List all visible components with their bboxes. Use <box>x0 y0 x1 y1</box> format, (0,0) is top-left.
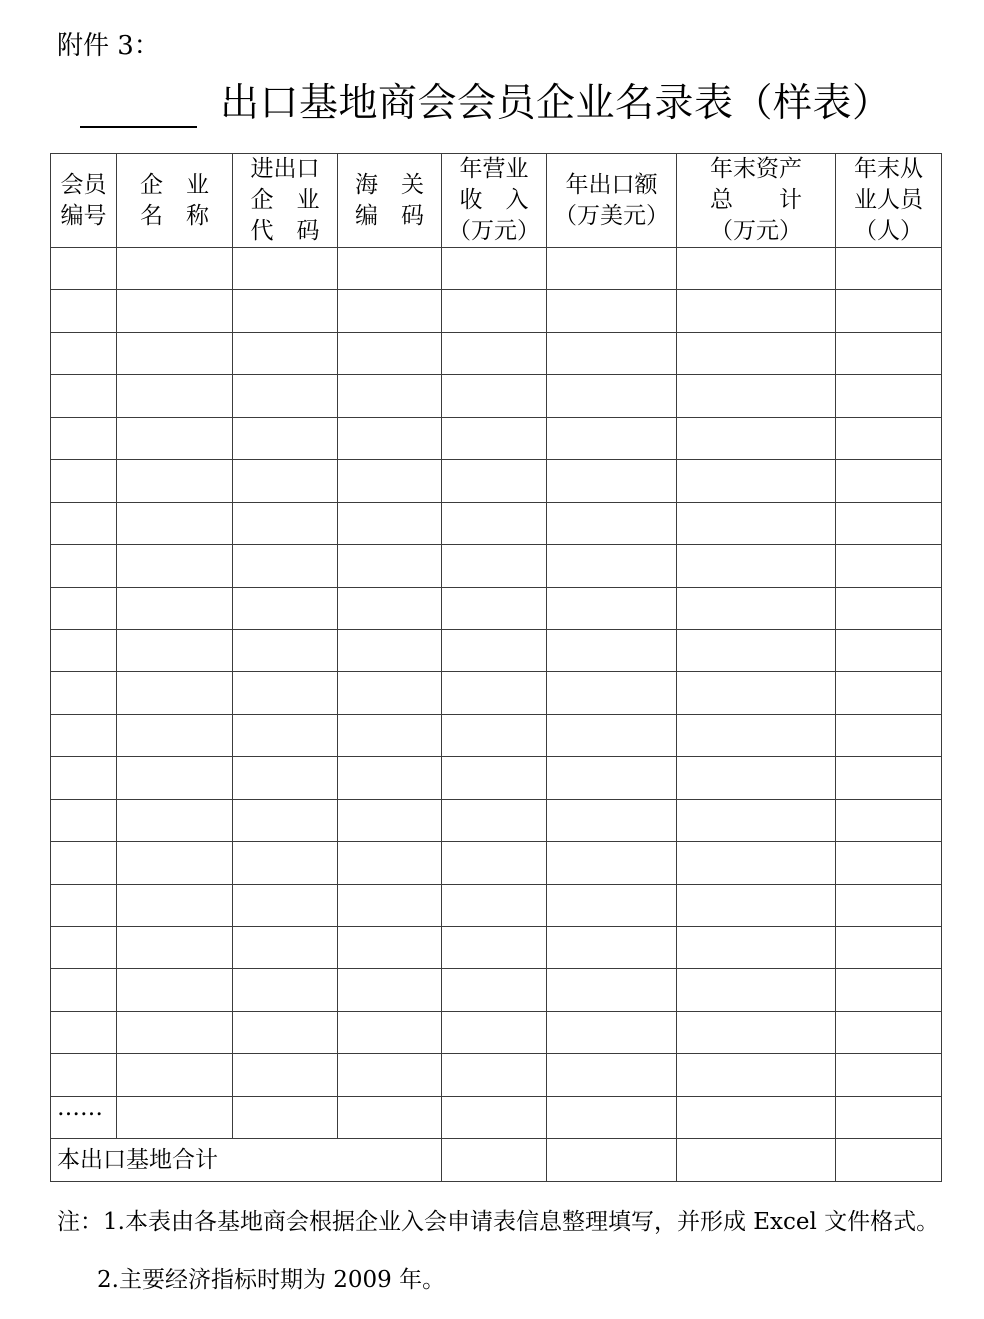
cell-annual-export <box>547 545 677 587</box>
cell-customs-code <box>338 842 442 884</box>
cell-trade-code <box>233 290 338 332</box>
table-row <box>51 672 942 714</box>
cell-trade-code <box>233 842 338 884</box>
cell-total-assets <box>677 672 836 714</box>
table-row <box>51 375 942 417</box>
cell-annual-export <box>547 587 677 629</box>
cell-annual-revenue <box>442 757 547 799</box>
cell-customs-code <box>338 375 442 417</box>
header-line: （人） <box>854 218 923 244</box>
cell-total-assets <box>677 714 836 756</box>
cell-trade-code <box>233 545 338 587</box>
total-annual-revenue <box>442 1139 547 1181</box>
table-row <box>51 290 942 332</box>
cell-annual-revenue <box>442 460 547 502</box>
cell-annual-revenue <box>442 927 547 969</box>
cell-member-no <box>51 460 117 502</box>
header-line: 名 称 <box>140 202 209 229</box>
cell-trade-code <box>233 714 338 756</box>
continuation-mark: …… <box>51 1096 117 1138</box>
header-company-name <box>117 154 233 248</box>
table-body <box>51 248 942 1182</box>
cell-total-assets <box>677 969 836 1011</box>
cell-customs-code <box>338 629 442 671</box>
cell-annual-revenue <box>442 587 547 629</box>
cell-annual-revenue <box>442 290 547 332</box>
cell-employees <box>836 290 942 332</box>
cell-member-no <box>51 884 117 926</box>
cell-annual-export <box>547 757 677 799</box>
cell-company-name <box>117 375 233 417</box>
header-line: 企 业 <box>140 171 209 198</box>
cell-company-name <box>117 332 233 374</box>
cell-annual-revenue <box>442 417 547 459</box>
cell-total-assets <box>677 842 836 884</box>
cell-company-name <box>117 1054 233 1096</box>
cell-employees <box>836 927 942 969</box>
cell-employees <box>836 842 942 884</box>
continuation-row <box>51 1096 942 1138</box>
cell-trade-code <box>233 1054 338 1096</box>
cell-annual-export <box>547 672 677 714</box>
cell-annual-export <box>547 417 677 459</box>
cell-customs-code <box>338 757 442 799</box>
cell-annual-export <box>547 248 677 290</box>
cell-trade-code <box>233 1096 338 1138</box>
cell-trade-code <box>233 460 338 502</box>
cell-customs-code <box>338 502 442 544</box>
cell-annual-export <box>547 1054 677 1096</box>
cell-total-assets <box>677 884 836 926</box>
cell-member-no <box>51 927 117 969</box>
cell-company-name <box>117 714 233 756</box>
table-header <box>51 154 942 248</box>
cell-customs-code <box>338 248 442 290</box>
cell-employees <box>836 375 942 417</box>
cell-member-no <box>51 842 117 884</box>
cell-member-no <box>51 672 117 714</box>
cell-company-name <box>117 545 233 587</box>
header-line: 年出口额 <box>565 171 658 198</box>
cell-customs-code <box>338 417 442 459</box>
cell-customs-code <box>338 927 442 969</box>
cell-company-name <box>117 1011 233 1053</box>
cell-total-assets <box>677 460 836 502</box>
header-annual-export <box>547 154 677 248</box>
cell-trade-code <box>233 799 338 841</box>
table-row <box>51 587 942 629</box>
header-trade-code <box>233 154 338 248</box>
cell-total-assets <box>677 502 836 544</box>
cell-member-no <box>51 545 117 587</box>
cell-trade-code <box>233 375 338 417</box>
header-line: 收 入 <box>459 187 529 213</box>
cell-trade-code <box>233 969 338 1011</box>
cell-company-name <box>117 290 233 332</box>
member-roster-table <box>50 153 942 1182</box>
cell-employees <box>836 545 942 587</box>
cell-customs-code <box>338 290 442 332</box>
cell-company-name <box>117 672 233 714</box>
cell-employees <box>836 1054 942 1096</box>
cell-customs-code <box>338 714 442 756</box>
cell-customs-code <box>338 460 442 502</box>
table-row <box>51 842 942 884</box>
cell-annual-revenue <box>442 1011 547 1053</box>
cell-employees <box>836 672 942 714</box>
cell-employees <box>836 587 942 629</box>
title-blank-line <box>80 126 197 128</box>
table-row <box>51 629 942 671</box>
cell-member-no <box>51 332 117 374</box>
cell-total-assets <box>677 629 836 671</box>
cell-company-name <box>117 927 233 969</box>
cell-annual-revenue <box>442 714 547 756</box>
cell-member-no <box>51 375 117 417</box>
note-2: 2.主要经济指标时期为 2009 年。 <box>97 1267 446 1293</box>
table-row <box>51 417 942 459</box>
header-line: 会员 <box>60 171 107 198</box>
total-annual-export <box>547 1139 677 1181</box>
cell-annual-revenue <box>442 629 547 671</box>
cell-customs-code <box>338 672 442 714</box>
cell-annual-revenue <box>442 1096 547 1138</box>
cell-total-assets <box>677 332 836 374</box>
header-line: （万美元） <box>554 202 669 229</box>
header-line: 企 业 <box>250 187 320 213</box>
table-row <box>51 460 942 502</box>
cell-annual-export <box>547 842 677 884</box>
cell-employees <box>836 884 942 926</box>
table-row <box>51 332 942 374</box>
cell-total-assets <box>677 587 836 629</box>
cell-trade-code <box>233 332 338 374</box>
header-line: （万元） <box>448 218 540 244</box>
cell-customs-code <box>338 587 442 629</box>
cell-annual-export <box>547 629 677 671</box>
cell-annual-export <box>547 927 677 969</box>
header-line: 编号 <box>60 202 107 229</box>
cell-annual-revenue <box>442 375 547 417</box>
cell-member-no <box>51 587 117 629</box>
header-line: 总 计 <box>710 187 802 213</box>
cell-company-name <box>117 842 233 884</box>
cell-company-name <box>117 502 233 544</box>
attachment-label: 附件 3： <box>57 31 160 61</box>
header-annual-revenue <box>442 154 547 248</box>
cell-annual-revenue <box>442 799 547 841</box>
header-line: 编 码 <box>355 202 424 229</box>
cell-member-no <box>51 969 117 1011</box>
cell-annual-export <box>547 502 677 544</box>
cell-annual-export <box>547 375 677 417</box>
cell-annual-revenue <box>442 502 547 544</box>
cell-trade-code <box>233 417 338 459</box>
cell-total-assets <box>677 799 836 841</box>
cell-company-name <box>117 799 233 841</box>
cell-total-assets <box>677 248 836 290</box>
cell-employees <box>836 417 942 459</box>
total-row <box>51 1139 942 1181</box>
cell-company-name <box>117 460 233 502</box>
cell-annual-revenue <box>442 884 547 926</box>
cell-member-no <box>51 799 117 841</box>
cell-total-assets <box>677 757 836 799</box>
cell-total-assets <box>677 417 836 459</box>
cell-trade-code <box>233 502 338 544</box>
cell-member-no <box>51 417 117 459</box>
cell-annual-export <box>547 460 677 502</box>
cell-trade-code <box>233 1011 338 1053</box>
cell-member-no <box>51 629 117 671</box>
table-row <box>51 799 942 841</box>
cell-company-name <box>117 587 233 629</box>
cell-annual-export <box>547 969 677 1011</box>
cell-employees <box>836 757 942 799</box>
cell-total-assets <box>677 545 836 587</box>
cell-customs-code <box>338 884 442 926</box>
cell-customs-code <box>338 1054 442 1096</box>
header-employees <box>836 154 942 248</box>
cell-employees <box>836 1096 942 1138</box>
page-title: 出口基地商会会员企业名录表（样表） <box>220 81 892 126</box>
cell-employees <box>836 460 942 502</box>
cell-annual-export <box>547 332 677 374</box>
cell-member-no <box>51 502 117 544</box>
cell-trade-code <box>233 884 338 926</box>
header-line: （万元） <box>710 218 802 244</box>
total-employees <box>836 1139 942 1181</box>
cell-employees <box>836 248 942 290</box>
header-line: 海 关 <box>355 171 424 198</box>
cell-employees <box>836 714 942 756</box>
total-label: 本出口基地合计 <box>51 1139 442 1181</box>
cell-annual-revenue <box>442 969 547 1011</box>
table-row <box>51 969 942 1011</box>
cell-total-assets <box>677 1011 836 1053</box>
cell-trade-code <box>233 757 338 799</box>
cell-customs-code <box>338 799 442 841</box>
cell-annual-revenue <box>442 332 547 374</box>
cell-total-assets <box>677 375 836 417</box>
cell-annual-export <box>547 290 677 332</box>
table-row <box>51 884 942 926</box>
total-assets <box>677 1139 836 1181</box>
cell-member-no <box>51 714 117 756</box>
cell-member-no <box>51 1054 117 1096</box>
cell-member-no <box>51 1011 117 1053</box>
table-row <box>51 927 942 969</box>
cell-member-no <box>51 248 117 290</box>
cell-annual-export <box>547 799 677 841</box>
cell-trade-code <box>233 927 338 969</box>
cell-trade-code <box>233 629 338 671</box>
header-line: 代 码 <box>250 218 320 244</box>
header-total-assets <box>677 154 836 248</box>
cell-employees <box>836 629 942 671</box>
cell-annual-export <box>547 884 677 926</box>
cell-annual-export <box>547 714 677 756</box>
header-line: 年末从 <box>854 156 923 182</box>
cell-employees <box>836 969 942 1011</box>
cell-member-no <box>51 290 117 332</box>
table-row <box>51 1011 942 1053</box>
table-row <box>51 545 942 587</box>
cell-annual-revenue <box>442 545 547 587</box>
header-line: 年末资产 <box>710 156 802 182</box>
table-row <box>51 1054 942 1096</box>
cell-employees <box>836 1011 942 1053</box>
cell-annual-export <box>547 1096 677 1138</box>
table-row <box>51 714 942 756</box>
header-customs-code <box>338 154 442 248</box>
cell-member-no <box>51 757 117 799</box>
cell-company-name <box>117 884 233 926</box>
cell-total-assets <box>677 1096 836 1138</box>
cell-trade-code <box>233 248 338 290</box>
header-line: 年营业 <box>459 156 529 182</box>
table-row <box>51 502 942 544</box>
header-member-no <box>51 154 117 248</box>
cell-total-assets <box>677 290 836 332</box>
cell-customs-code <box>338 545 442 587</box>
cell-company-name <box>117 629 233 671</box>
cell-company-name <box>117 757 233 799</box>
cell-company-name <box>117 248 233 290</box>
header-row <box>51 154 942 248</box>
cell-annual-revenue <box>442 842 547 884</box>
cell-annual-export <box>547 1011 677 1053</box>
cell-total-assets <box>677 1054 836 1096</box>
cell-customs-code <box>338 969 442 1011</box>
cell-annual-revenue <box>442 248 547 290</box>
cell-trade-code <box>233 672 338 714</box>
header-line: 进出口 <box>250 156 320 182</box>
cell-employees <box>836 502 942 544</box>
cell-annual-revenue <box>442 1054 547 1096</box>
table-row <box>51 248 942 290</box>
cell-customs-code <box>338 1011 442 1053</box>
cell-trade-code <box>233 587 338 629</box>
cell-annual-revenue <box>442 672 547 714</box>
cell-customs-code <box>338 1096 442 1138</box>
cell-employees <box>836 332 942 374</box>
cell-customs-code <box>338 332 442 374</box>
cell-company-name <box>117 417 233 459</box>
header-line: 业人员 <box>854 187 923 213</box>
cell-company-name <box>117 1096 233 1138</box>
cell-company-name <box>117 969 233 1011</box>
cell-total-assets <box>677 927 836 969</box>
cell-employees <box>836 799 942 841</box>
note-1: 注：1.本表由各基地商会根据企业入会申请表信息整理填写，并形成 Excel 文件格式。 <box>57 1209 940 1235</box>
table-row <box>51 757 942 799</box>
